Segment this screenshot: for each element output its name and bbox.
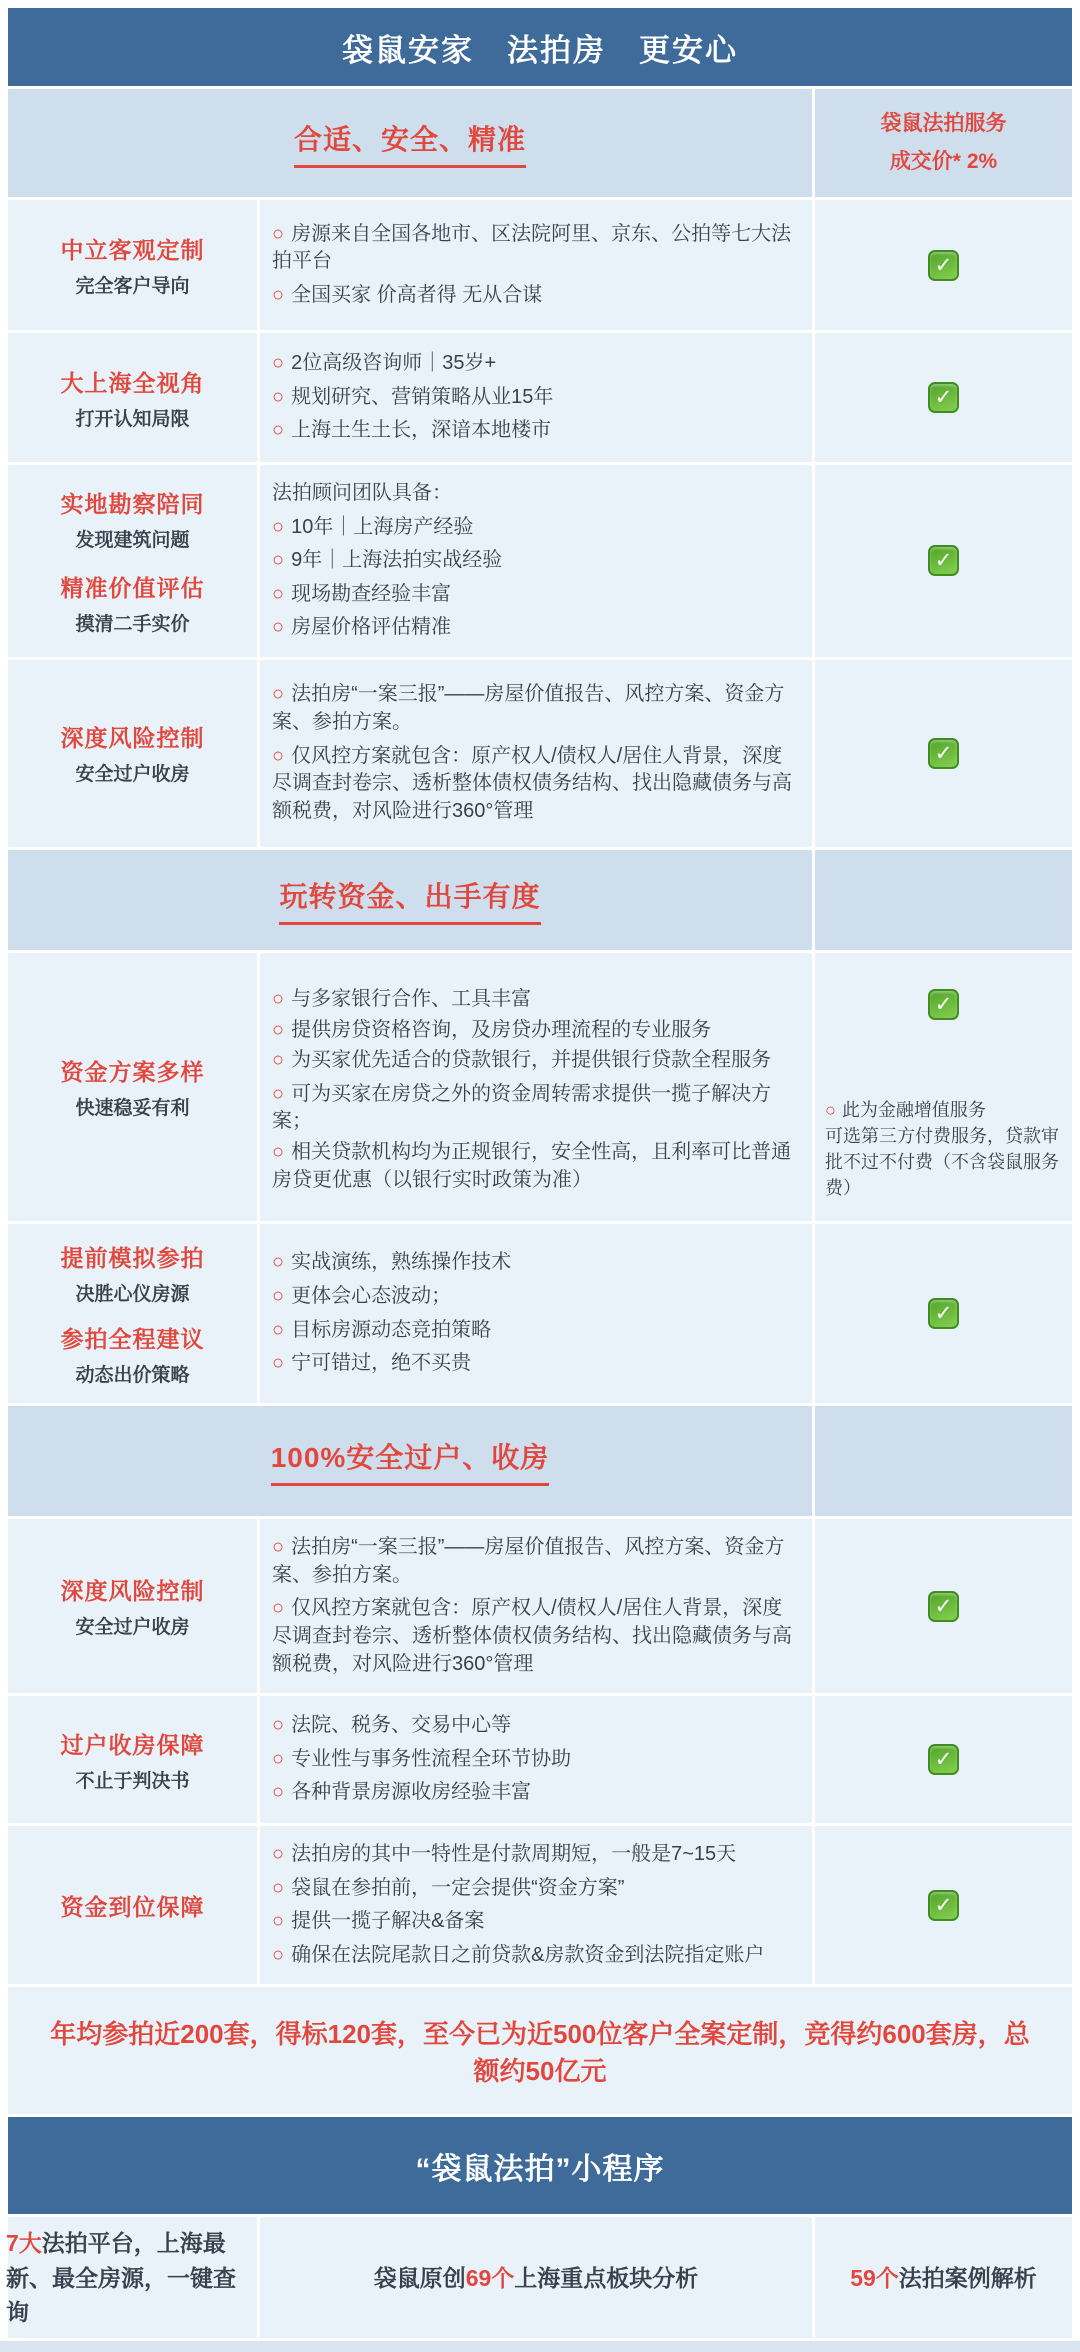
row-bullets [260,465,812,657]
green-check-icon [928,382,959,413]
section-2-band [8,850,1072,950]
label-group [61,1889,205,1922]
section-2-title-cell [8,850,812,950]
bullet-item: ○ 规划研究、营销策略从业15年 [272,384,796,412]
row-subtitle: 动态出价策略 [75,1364,190,1386]
table-row [8,200,1072,330]
summary-row [8,1987,1072,2114]
bullet-item: ○ 各种背景房源收房经验丰富 [272,1779,796,1807]
bullet-item: ○ 提供房贷资格咨询，及房贷办理流程的专业服务 [272,1017,796,1045]
row-bullets [260,1224,812,1403]
table-row [8,1519,1072,1693]
mini-program-title: “袋鼠法拍”小程序 [415,2152,665,2186]
service-fee-cell [815,89,1072,197]
row-bullets [260,1696,812,1823]
row-label [8,953,257,1221]
row-bullets [260,1826,812,1984]
bullet-item: ○ 仅风控方案就包含：原产权人/债权人/居住人背景，深度尽调查封卷宗、透析整体债权债务结构、找出隐藏债务与高额税费，对风险进行360°管理 [272,1595,796,1678]
section-2-title: 玩转资金、出手有度 [279,875,540,925]
footer-col-analysis-text [374,2261,699,2296]
check-glyph: ✓ [934,253,953,277]
row-check-cell [815,1826,1072,1984]
row-title: 提前模拟参拍 [60,1245,205,1272]
bullet-item: ○ 专业性与事务性流程全环节协助 [272,1746,796,1774]
label-group [61,1573,205,1639]
row-title: 深度风险控制 [60,725,205,752]
footer-text: 法拍案例解析 [898,2264,1037,2291]
green-check-icon [928,545,959,576]
finance-note-line2: 可选第三方付费服务，贷款审批不过不付费（不含袋鼠服务费） [825,1125,1059,1199]
row-check-cell [815,465,1072,657]
finance-note-line1: ○ 此为金融增值服务 [825,1097,1062,1123]
label-group [61,570,205,636]
green-check-icon [928,1890,959,1921]
bullets-intro: 法拍顾问团队具备： [272,482,452,504]
bullet-item: ○ 上海土生土长，深谙本地楼市 [272,417,796,445]
row-title: 过户收房保障 [60,1731,205,1758]
table-row [8,1224,1072,1403]
row-label [8,1826,257,1984]
summary-text: 年均参拍近200套，得标120套，至今已为近500位客户全案定制，竞得约600套房，总额约50亿元 [50,2018,1030,2086]
page-title: 袋鼠安家 法拍房 更安心 [342,32,738,68]
bullet-item: ○ 确保在法院尾款日之前贷款&房款资金到法院指定账户 [272,1942,796,1970]
row-check-cell [815,953,1072,1221]
row-title: 资金到位保障 [60,1893,205,1920]
row-bullets [260,953,812,1221]
row-subtitle: 发现建筑问题 [75,529,190,551]
row-subtitle: 打开认知局限 [75,408,190,430]
green-check-icon [928,1298,959,1329]
check-glyph: ✓ [934,386,953,409]
row-check-cell [815,1224,1072,1403]
footer-col-cases [815,2217,1072,2338]
bullet-item: ○ 与多家银行合作、工具丰富 [272,986,796,1014]
service-fee-line1: 袋鼠法拍服务 [880,112,1007,136]
row-subtitle: 完全客户导向 [75,276,190,297]
bullet-item: ○ 现场勘查经验丰富 [272,581,796,609]
row-title: 参拍全程建议 [60,1325,205,1352]
row-subtitle: 安全过户收房 [75,1617,190,1639]
label-group [61,1240,205,1306]
footer-row [8,2217,1072,2338]
row-title: 实地勘察陪同 [60,490,205,517]
green-check-icon [928,1591,959,1622]
bullet-item: ○ 10年｜上海房产经验 [272,514,796,542]
row-check-cell [815,660,1072,847]
row-bullets [260,333,812,462]
row-label [8,1224,257,1403]
row-title: 深度风险控制 [60,1578,205,1605]
section-1-title-cell [8,89,812,197]
label-group [61,1321,205,1387]
bullet-item: ○ 9年｜上海法拍实战经验 [272,547,796,575]
bullet-item: ○ 全国买家 价高者得 无从合谋 [272,282,796,310]
table-row [8,953,1072,1221]
bullet-item: ○ 为买家优先适合的贷款银行，并提供银行贷款全程服务 [272,1047,796,1075]
row-title: 中立客观定制 [60,237,205,263]
row-check-cell [815,200,1072,330]
highlight-number: 69个 [465,2264,515,2291]
bullet-group-2 [272,1078,796,1197]
row-check-cell [815,1519,1072,1693]
label-group [61,365,205,431]
row-label [8,1519,257,1693]
check-glyph: ✓ [934,741,953,765]
check-glyph: ✓ [934,1893,953,1917]
table-row [8,333,1072,462]
bullet-item: ○ 提供一揽子解决&备案 [272,1908,796,1936]
footer-col-platforms [8,2217,257,2338]
bullet-item: ○ 宁可错过，绝不买贵 [272,1350,796,1378]
row-subtitle: 不止于判决书 [75,1770,190,1792]
page-title-bar [8,8,1072,86]
bullet-item: ○ 2位高级咨询师｜35岁+ [272,350,796,378]
finance-note [825,1097,1062,1201]
row-bullets [260,660,812,847]
highlight-number: 7大 [6,2230,42,2257]
row-title: 大上海全视角 [60,369,205,396]
label-group [61,1727,205,1793]
row-title: 精准价值评估 [60,575,205,602]
section-3-title: 100%安全过户、收房 [271,1436,550,1486]
service-fee [881,105,1007,181]
footer-text: 上海重点板块分析 [514,2264,699,2291]
row-bullets [260,1519,812,1693]
green-check-icon [928,1744,959,1775]
row-subtitle: 摸清二手实价 [75,614,190,636]
bottom-strip [0,2341,1080,2352]
row-label [8,465,257,657]
footer-col-cases-text [850,2261,1037,2296]
check-glyph: ✓ [934,992,953,1016]
table-row [8,1696,1072,1823]
check-glyph: ✓ [934,1302,953,1326]
label-group [61,720,205,786]
row-label [8,660,257,847]
section-1-band [8,89,1072,197]
bullet-item: ○ 可为买家在房贷之外的资金周转需求提供一揽子解决方案； [272,1081,796,1136]
footer-text: 袋鼠原创 [373,2264,466,2291]
bullet-item: ○ 实战演练，熟练操作技术 [272,1249,796,1277]
bullet-item: ○ 房屋价格评估精准 [272,614,796,642]
label-group [61,232,205,298]
section-3-band-side [815,1406,1072,1516]
bullet-item: ○ 法拍房的其中一特性是付款周期短，一般是7~15天 [272,1841,796,1869]
section-3-title-cell [8,1406,812,1516]
section-2-band-side [815,850,1072,950]
bullet-item: ○ 法拍房“一案三报”——房屋价值报告、风控方案、资金方案、参拍方案。 [272,681,796,736]
service-fee-line2: 成交价* 2% [889,150,998,173]
check-glyph: ✓ [934,1748,953,1772]
bullet-item: ○ 法拍房“一案三报”——房屋价值报告、风控方案、资金方案、参拍方案。 [272,1534,796,1589]
bullet-group-1 [272,983,796,1078]
section-1-title: 合适、安全、精准 [294,118,526,168]
green-check-icon [928,989,959,1020]
bullet-item: ○ 袋鼠在参拍前，一定会提供“资金方案” [272,1875,796,1903]
bullet-item: ○ 目标房源动态竞拍策略 [272,1317,796,1345]
label-group [61,486,205,552]
footer-col-analysis [260,2217,812,2338]
highlight-number: 59个 [850,2264,899,2291]
section-3-band [8,1406,1072,1516]
footer-text: 法拍平台，上海最新、最全房源，一键查询 [6,2230,236,2326]
row-subtitle: 决胜心仪房源 [75,1284,190,1306]
label-group [61,1054,205,1120]
check-glyph: ✓ [934,549,953,573]
row-bullets [260,200,812,330]
row-subtitle: 安全过户收房 [75,764,190,786]
row-check-cell [815,1696,1072,1823]
bullet-item: ○ 相关贷款机构均为正规银行，安全性高，且利率可比普通房贷更优惠（以银行实时政策为准） [272,1139,796,1194]
row-label [8,1696,257,1823]
bullet-item: ○ 房源来自全国各地市、区法院阿里、京东、公拍等七大法拍平台 [272,221,796,276]
mini-program-title-bar [8,2117,1072,2214]
bullet-item: ○ 更体会心态波动； [272,1283,796,1311]
row-title: 资金方案多样 [60,1059,205,1086]
row-label [8,200,257,330]
table-row [8,1826,1072,1984]
bullet-item: ○ 仅风控方案就包含：原产权人/债权人/居住人背景，深度尽调查封卷宗、透析整体债权债务结构、找出隐藏债务与高额税费，对风险进行360°管理 [272,743,796,826]
row-label [8,333,257,462]
bullet-item: ○ 法院、税务、交易中心等 [272,1712,796,1740]
table-row [8,465,1072,657]
row-check-cell [815,333,1072,462]
footer-col-platforms-text [6,2226,253,2330]
row-subtitle: 快速稳妥有利 [75,1098,190,1120]
table-row [8,660,1072,847]
green-check-icon [928,738,959,769]
green-check-icon [928,250,959,281]
check-glyph: ✓ [934,1594,953,1618]
